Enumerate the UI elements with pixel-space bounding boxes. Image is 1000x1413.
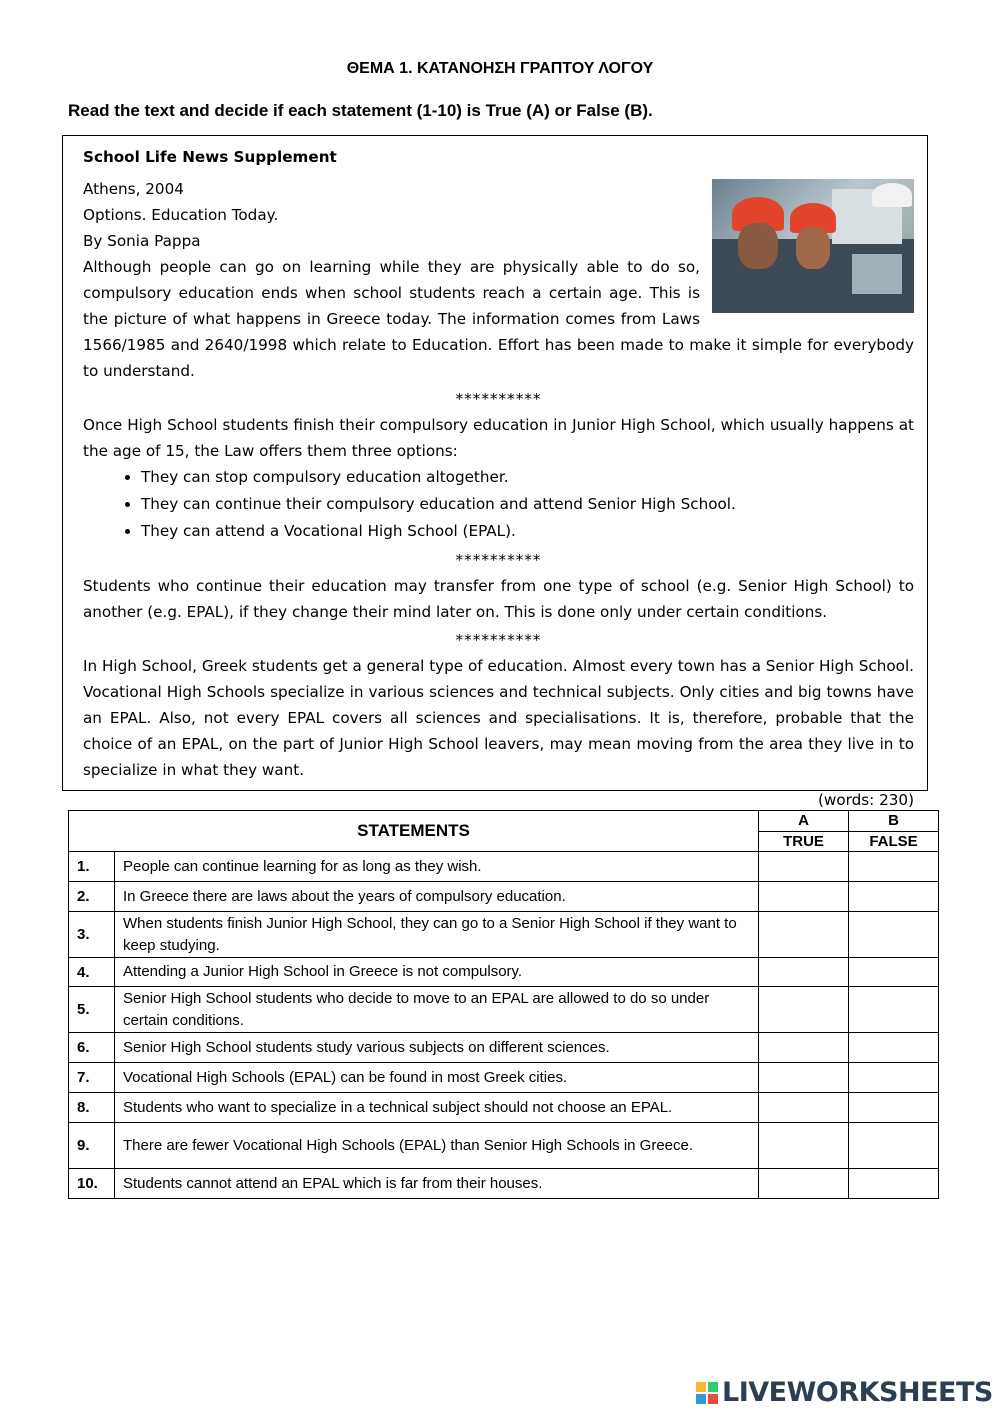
- statement-number: 3.: [69, 912, 115, 958]
- false-answer-cell[interactable]: [849, 1093, 939, 1123]
- false-answer-cell[interactable]: [849, 1123, 939, 1169]
- statement-text: Students who want to specialize in a technical subject should not choose an EPAL.: [115, 1093, 759, 1123]
- table-row: [69, 912, 939, 958]
- true-answer-cell[interactable]: [759, 1063, 849, 1093]
- statements-header: STATEMENTS: [69, 811, 759, 852]
- separator: **********: [455, 631, 542, 649]
- statement-text: Students cannot attend an EPAL which is far from their houses.: [115, 1169, 759, 1199]
- logo-mark-icon: [696, 1382, 718, 1404]
- true-answer-cell[interactable]: [759, 1093, 849, 1123]
- column-a-header: A: [759, 811, 849, 832]
- false-answer-cell[interactable]: [849, 912, 939, 958]
- paragraph-3: Students who continue their education may transfer from one type of school (e.g. Senior High School) to another (e.g. EPAL), if they change their mind later on. This is done only under certain conditions.: [83, 577, 914, 621]
- students-photo: [712, 179, 914, 313]
- statement-number: 8.: [69, 1093, 115, 1123]
- statement-number: 2.: [69, 882, 115, 912]
- statement-text: In Greece there are laws about the years of compulsory education.: [115, 882, 759, 912]
- statement-number: 5.: [69, 987, 115, 1033]
- separator: **********: [455, 551, 542, 569]
- article-place-date: Athens, 2004: [83, 180, 184, 198]
- statement-number: 6.: [69, 1033, 115, 1063]
- true-label: TRUE: [759, 831, 849, 852]
- instruction: Read the text and decide if each statement (1-10) is True (A) or False (B).: [68, 101, 653, 120]
- table-row: [69, 1093, 939, 1123]
- article-subtitle: Options. Education Today.: [83, 206, 279, 224]
- option-item: • They can continue their compulsory education and attend Senior High School.: [141, 491, 914, 518]
- options-list: [83, 464, 914, 545]
- worksheet-title: ΘΕΜΑ 1. ΚΑΤΑΝΟΗΣΗ ΓΡΑΠΤΟΥ ΛΟΓΟΥ: [346, 60, 654, 77]
- statement-number: 9.: [69, 1123, 115, 1169]
- statement-text: People can continue learning for as long as they wish.: [115, 852, 759, 882]
- table-row: [69, 882, 939, 912]
- statement-text: Vocational High Schools (EPAL) can be found in most Greek cities.: [115, 1063, 759, 1093]
- false-answer-cell[interactable]: [849, 852, 939, 882]
- statement-text: Attending a Junior High School in Greece is not compulsory.: [115, 958, 759, 987]
- liveworksheets-logo: [696, 1377, 993, 1408]
- false-answer-cell[interactable]: [849, 1063, 939, 1093]
- paragraph-1: Although people can go on learning while they are physically able to do so, compulsory education ends when school students reach a certain age. This is the picture of what happens in Greece today. The information comes from Laws 1566/1985 and 2640/1998 which relate to Education. Effort has been made to make it simple for everybody to understand.: [83, 258, 914, 380]
- table-row: [69, 1063, 939, 1093]
- column-b-header: B: [849, 811, 939, 832]
- article-byline: By Sonia Pappa: [83, 232, 201, 250]
- true-answer-cell[interactable]: [759, 852, 849, 882]
- false-answer-cell[interactable]: [849, 1033, 939, 1063]
- table-row: [69, 852, 939, 882]
- true-answer-cell[interactable]: [759, 1123, 849, 1169]
- article: [83, 144, 914, 813]
- statement-number: 4.: [69, 958, 115, 987]
- option-item: • They can attend a Vocational High School (EPAL).: [141, 518, 914, 545]
- word-count: (words: 230): [817, 791, 914, 809]
- table-row: [69, 987, 939, 1033]
- statement-text: When students finish Junior High School, they can go to a Senior High School if they want to keep studying.: [115, 912, 759, 958]
- false-answer-cell[interactable]: [849, 1169, 939, 1199]
- statement-number: 10.: [69, 1169, 115, 1199]
- false-answer-cell[interactable]: [849, 958, 939, 987]
- table-row: [69, 1123, 939, 1169]
- true-answer-cell[interactable]: [759, 987, 849, 1033]
- false-answer-cell[interactable]: [849, 882, 939, 912]
- table-row: [69, 1169, 939, 1199]
- statement-text: Senior High School students who decide to move to an EPAL are allowed to do so under certain conditions.: [115, 987, 759, 1033]
- reading-text-box: [62, 135, 928, 809]
- false-answer-cell[interactable]: [849, 987, 939, 1033]
- true-answer-cell[interactable]: [759, 882, 849, 912]
- separator: **********: [455, 390, 542, 408]
- table-row: [69, 1033, 939, 1063]
- article-heading: School Life News Supplement: [83, 148, 337, 166]
- paragraph-4: In High School, Greek students get a general type of education. Almost every town has a Senior High School. Vocational High Schools specialize in various sciences and technical subjects. Only cities and big towns have an EPAL. Also, not every EPAL covers all sciences and specialisations. It is, therefore, probable that the choice of an EPAL, on the part of Junior High School leavers, may mean moving from the area they live in to specialize in what they want.: [83, 657, 914, 779]
- statements-table: [68, 810, 939, 1199]
- false-label: FALSE: [849, 831, 939, 852]
- table-row: [69, 958, 939, 987]
- statement-text: Senior High School students study various subjects on different sciences.: [115, 1033, 759, 1063]
- statement-text: There are fewer Vocational High Schools (EPAL) than Senior High Schools in Greece.: [115, 1123, 759, 1169]
- true-answer-cell[interactable]: [759, 1033, 849, 1063]
- statement-number: 1.: [69, 852, 115, 882]
- option-item: • They can stop compulsory education altogether.: [141, 464, 914, 491]
- true-answer-cell[interactable]: [759, 912, 849, 958]
- statement-number: 7.: [69, 1063, 115, 1093]
- paragraph-2: Once High School students finish their compulsory education in Junior High School, which usually happens at the age of 15, the Law offers them three options:: [83, 416, 914, 460]
- logo-text: LIVEWORKSHEETS: [722, 1377, 993, 1408]
- true-answer-cell[interactable]: [759, 1169, 849, 1199]
- true-answer-cell[interactable]: [759, 958, 849, 987]
